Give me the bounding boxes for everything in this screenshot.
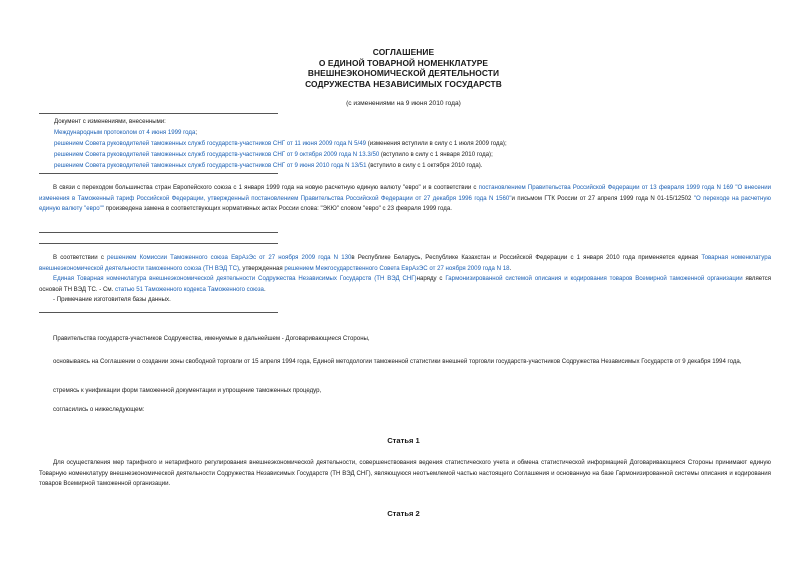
changes-item: решением Совета руководителей таможенных служб государств-участников СНГ от 9 июня 2010 года N 13/51 (вступило в силу с 1 октября 2010 года). (54, 162, 483, 169)
change-link-decision-13-3-50[interactable]: решением Совета руководителей таможенных служб государств-участников СНГ от 9 октября 2009 года N 13.3/50 (54, 151, 380, 158)
article-1-text: Для осуществления мер тарифного и нетарифного регулирования внешнеэкономической деятельности, совершенствования ведения статистического учета и обмена статистической информацией Договаривающиеся Стороны принимают единую Товарную номенклатуру внешнеэкономической деятельности Содружества Независимых Государств (ТН ВЭД СНГ), являющуюся неотъемлемой частью настоящего Соглашения и основанную на базе Гармонизированной системы описания и кодирования товаров Всемирной таможенной организации. (39, 459, 771, 487)
euro-letter-link[interactable]: "О переходе на расчетную единую валюту "евро"" (39, 194, 772, 212)
preamble-agreed: согласились о нижеследующем: (53, 406, 145, 413)
note-paragraph: Единая Товарная номенклатура внешнеэкономической деятельности Содружества Независимых Государств (ТН ВЭД СНГ)наряду с Гармонизированной системой описания и кодирования товаров Всемирной таможенной организации является основой ТН ВЭД ТС. - См. статью 51 Таможенного кодекса Таможенного союза. (39, 275, 772, 293)
preamble-parties: Правительства государств-участников Содружества, именуемые в дальнейшем - Договаривающиеся Стороны, (53, 335, 370, 342)
note-paragraph: В соответствии с решением Комиссии Таможенного союза ЕврАзЭс от 27 ноября 2009 года N 130в Республике Беларусь, Республике Казахстан и Российской Федерации с 1 января 2010 года применяется единая Товарная номенклатура внешнеэкономической деятельности таможенного союза (ТН ВЭД ТС), утвержденная решением Межгосударственного Совета ЕврАзЭС от 27 ноября 2009 года N 18. (39, 254, 771, 272)
revision-note: (с изменениями на 9 июня 2010 года) (346, 100, 461, 107)
article-2-heading: Статья 2 (387, 509, 420, 518)
change-link-protocol-1999[interactable]: Международным протоколом от 4 июня 1999 года (54, 129, 196, 136)
changes-item: Международным протоколом от 4 июня 1999 года; (54, 129, 198, 136)
changes-item: решением Совета руководителей таможенных служб государств-участников СНГ от 11 июня 2009 года N 5/49 (изменения вступили в силу с 1 июля 2009 года); (54, 140, 507, 147)
changes-list (54, 116, 784, 171)
divider (39, 232, 278, 233)
council-decision-18-link[interactable]: решением Межгосударственного Совета ЕврАзЭС от 27 ноября 2009 года N 18 (284, 264, 510, 272)
resolution-169-link[interactable]: постановлением Правительства Российской Федерации от 13 февраля 1999 года N 169 "О внесении изменения в Таможенный тариф Российской Федерации, утвержденный постановлением Правительства Российской Федерации от 27 декабря 1996 года N 1560" (39, 184, 771, 202)
title-line-2: О ЕДИНОЙ ТОВАРНОЙ НОМЕНКЛАТУРЕ (318, 57, 489, 68)
harmonized-system-link[interactable]: Гармонизированной системой описания и кодирования товаров Всемирной таможенной организации (445, 275, 743, 282)
tn-ved-sng-link[interactable]: Единая Товарная номенклатура внешнеэкономической деятельности Содружества Независимых Государств (ТН ВЭД СНГ) (53, 275, 417, 282)
divider (39, 173, 278, 174)
change-link-decision-5-49[interactable]: решением Совета руководителей таможенных служб государств-участников СНГ от 11 июня 2009 года N 5/49 (54, 140, 367, 147)
tn-ved-ts-link[interactable]: Товарная номенклатура внешнеэкономической деятельности таможенного союза (ТН ВЭД ТС) (39, 254, 771, 272)
title-line-4: СОДРУЖЕСТВА НЕЗАВИСИМЫХ ГОСУДАРСТВ (305, 78, 502, 89)
divider (39, 312, 278, 313)
preamble-basis: основываясь на Соглашении о создании зоны свободной торговли от 15 апреля 1994 года, Единой методологии таможенной статистики внешней торговли государств-участников Содружества Независимых Государств от 9 декабря 1994 года, (53, 358, 742, 365)
title-line-3: ВНЕШНЕЭКОНОМИЧЕСКОЙ ДЕЯТЕЛЬНОСТИ (307, 68, 500, 78)
change-link-decision-13-51[interactable]: решением Совета руководителей таможенных служб государств-участников СНГ от 9 июня 2010 года N 13/51 (54, 162, 367, 169)
customs-union-note (39, 253, 771, 306)
preamble-aim: стремясь к унификации форм таможенной документации и упрощение таможенных процедур, (53, 387, 322, 394)
document-title (0, 47, 807, 89)
euro-note: В связи с переходом большинства стран Европейского союза с 1 января 1999 года на новую расчетную единую валюту "евро" и в соответствии с постановлением Правительства Российской Федерации от 13 февраля 1999 года N 169 "О внесении изменения в Таможенный тариф Российской Федерации, утвержденный постановлением Правительства Российской Федерации от 27 декабря 1996 года N 1560"и письмом ГТК России от 27 апреля 1999 года N 01-15/12502 "О переходе на расчетную единую валюту "евро"" произведена замена в соответствующих нормативных актах России слова: "ЭКЮ" словом "евро" с 23 февраля 1999 года. (39, 184, 772, 212)
commission-decision-130-link[interactable]: решением Комиссии Таможенного союза ЕврАзЭс от 27 ноября 2009 года N 130 (107, 254, 352, 261)
database-note: - Примечание изготовителя базы данных. (53, 296, 171, 303)
title-line-1: СОГЛАШЕНИЕ (372, 47, 435, 57)
divider (39, 113, 278, 114)
changes-item: решением Совета руководителей таможенных служб государств-участников СНГ от 9 октября 2009 года N 13.3/50 (вступило в силу с 1 января 2010 года); (54, 151, 493, 158)
changes-intro: Документ с изменениями, внесенными: (54, 118, 166, 125)
customs-code-article-51-link[interactable]: статью 51 Таможенного кодекса Таможенного союза (114, 285, 264, 293)
article-1-heading: Статья 1 (387, 436, 420, 445)
divider (39, 243, 278, 244)
